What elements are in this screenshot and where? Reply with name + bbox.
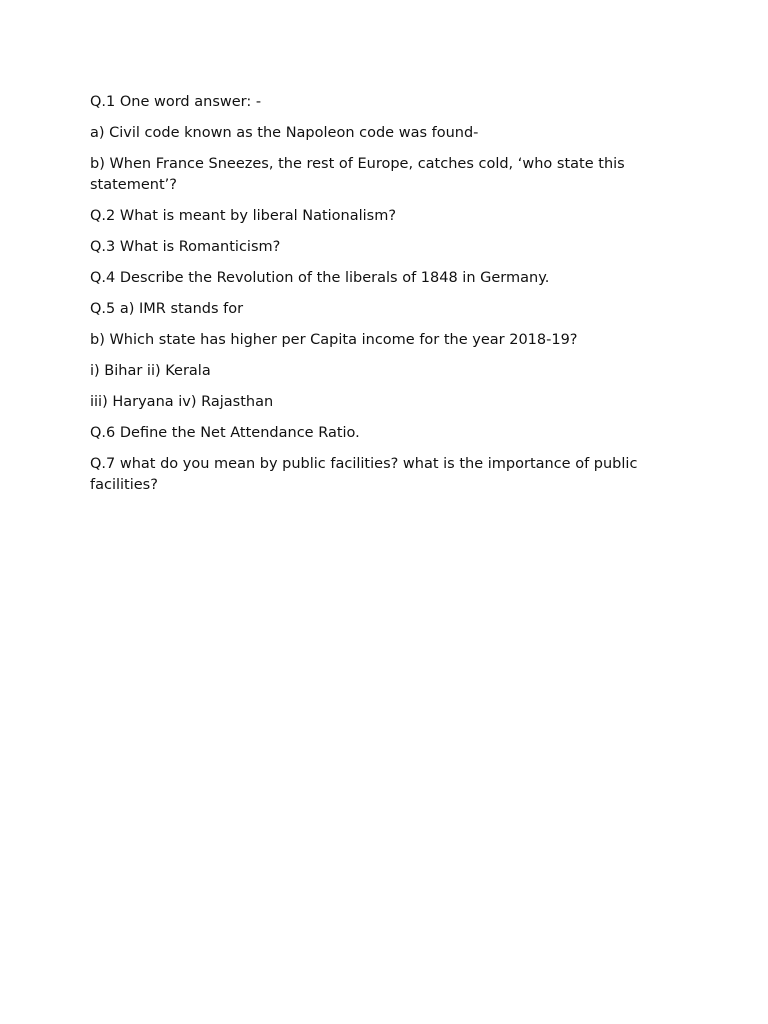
question-5b: b) Which state has higher per Capita income for the year 2018-19?: [90, 332, 578, 348]
question-1b: b) When France Sneezes, the rest of Europe, catches cold, ‘who state this statement’?: [90, 156, 625, 193]
question-7: Q.7 what do you mean by public facilities? what is the importance of public facilities?: [90, 456, 638, 493]
question-1a: a) Civil code known as the Napoleon code was found-: [90, 125, 479, 141]
question-1-heading: Q.1 One word answer: -: [90, 94, 262, 110]
question-4: Q.4 Describe the Revolution of the liberals of 1848 in Germany.: [90, 270, 550, 286]
question-3: Q.3 What is Romanticism?: [90, 239, 281, 255]
document-body: [90, 92, 670, 506]
option-line-1: i) Bihar ii) Kerala: [90, 363, 211, 379]
question-2: Q.2 What is meant by liberal Nationalism?: [90, 208, 397, 224]
question-6: Q.6 Define the Net Attendance Ratio.: [90, 425, 360, 441]
option-line-2: iii) Haryana iv) Rajasthan: [90, 394, 274, 410]
question-5a: Q.5 a) IMR stands for: [90, 301, 244, 317]
